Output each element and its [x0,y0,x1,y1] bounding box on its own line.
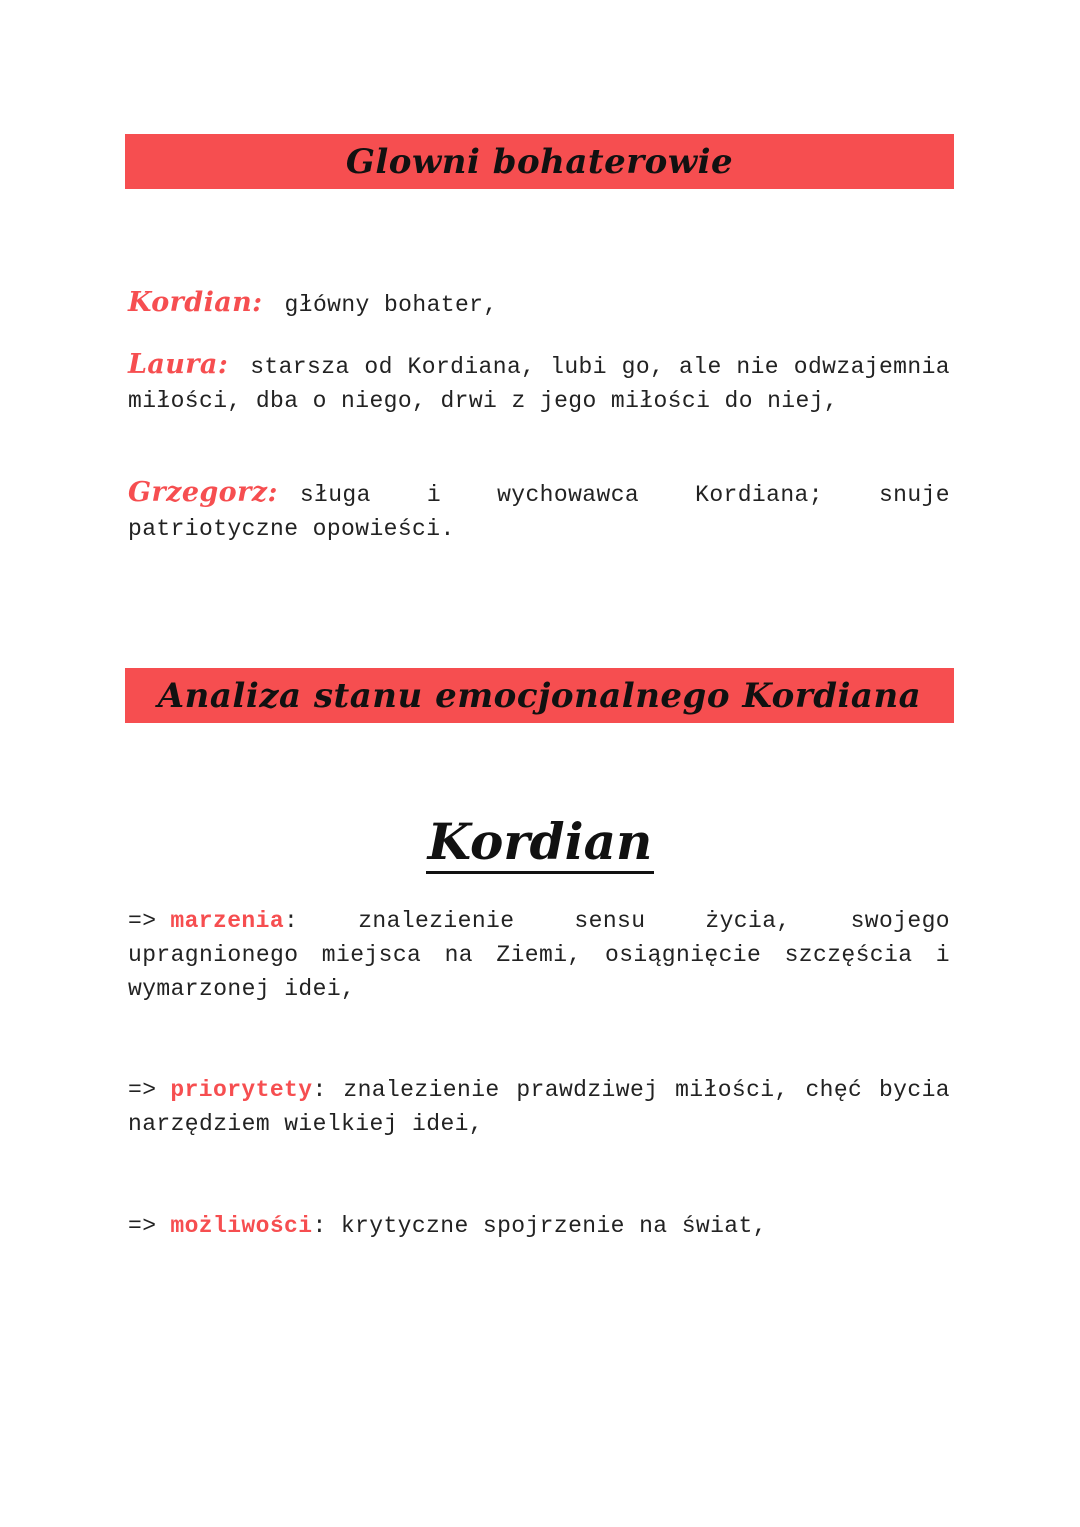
character-description: sługa i wychowawca Kordiana; snuje patriotyczne opowieści. [128,482,950,542]
analysis-text: krytyczne spojrzenie na świat, [340,1213,767,1239]
subheading [0,812,1080,872]
character-name: Grzegorz: [128,477,278,508]
arrow-marker: => [128,908,157,934]
character-entry-grzegorz [128,476,950,546]
section-banner-main-characters [125,134,954,189]
character-description: starsza od Kordiana, lubi go, ale nie odwzajemnia miłości, dba o niego, drwi z jego miłości do niej, [128,354,950,414]
section-banner-emotional-analysis [125,668,954,723]
character-name: Laura: [128,349,229,380]
keyword-colon: : [312,1213,327,1239]
keyword-colon: : [284,908,299,934]
analysis-text: znalezienie sensu życia, swojego upragnionego miejsca na Ziemi, osiągnięcie szczęścia i wymarzonej idei, [128,908,950,1002]
section-title: Analiza stanu emocjonalnego Kordiana [157,675,922,716]
analysis-item-marzenia [128,904,950,1006]
analysis-item-mozliwosci [128,1209,950,1243]
arrow-marker: => [128,1077,157,1103]
section-title: Glowni bohaterowie [345,141,734,182]
analysis-text: znalezienie prawdziwej miłości, chęć bycia narzędziem wielkiej idei, [128,1077,950,1137]
character-description: główny bohater, [284,292,498,318]
analysis-item-priorytety [128,1073,950,1141]
arrow-marker: => [128,1213,157,1239]
character-entry-kordian [128,286,950,322]
character-entry-laura [128,348,950,418]
keyword-colon: : [312,1077,327,1103]
analysis-keyword: marzenia [170,908,285,934]
analysis-keyword: możliwości [170,1213,313,1239]
character-name: Kordian: [128,287,263,318]
analysis-keyword: priorytety [170,1077,313,1103]
subheading-text: Kordian [426,812,655,874]
